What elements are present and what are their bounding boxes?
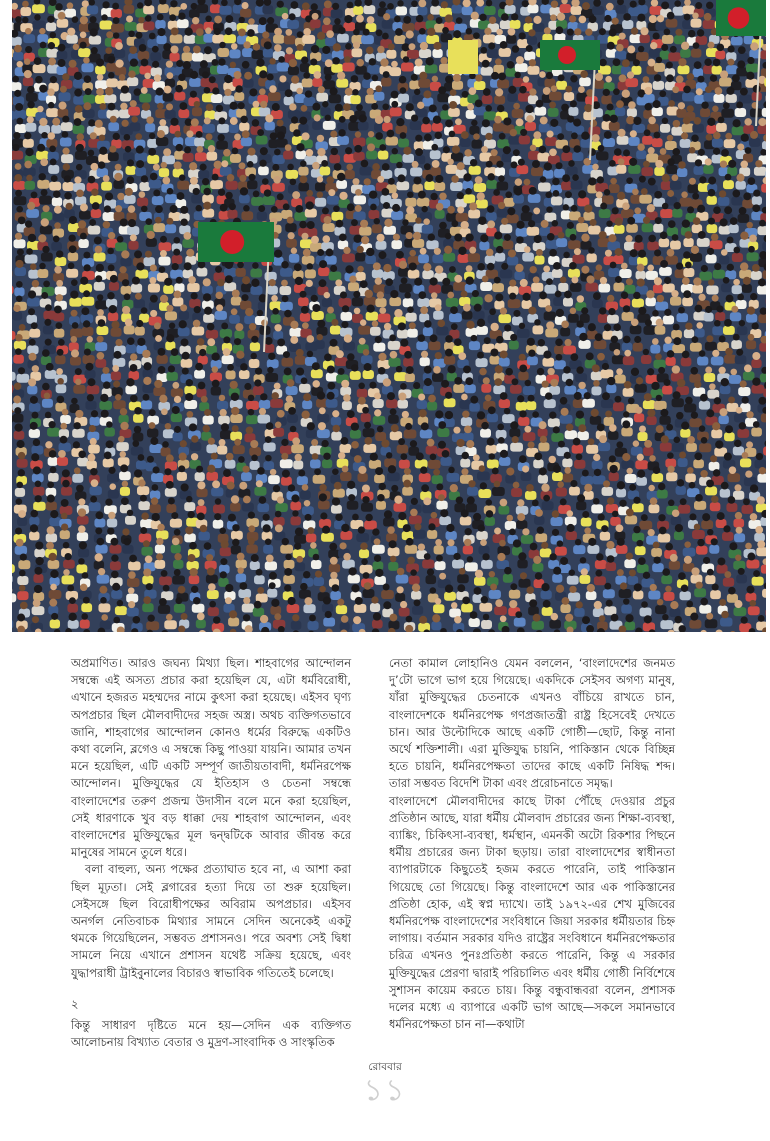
page-number: ১১ (363, 1073, 407, 1108)
right-paragraph-1: নেতা কামাল লোহানিও যেমন বললেন, ‘বাংলাদেশের জনমত দু’টো ভাগে ভাগ হয়ে গিয়েছে। একদিকে সেইসব অগণ্য মানুষ, যাঁরা মুক্তিযুদ্ধের চেতনাকে এখনও বাঁচিয়ে রাখতে চান, বাংলাদেশকে ধর্মনিরপেক্ষ গণপ্রজাতন্ত্রী রাষ্ট্র হিসেবেই দেখতে চান। আর উল্টোদিকে আছে একটি গোষ্ঠী—ছোট, কিন্তু নানা অর্থে শক্তিশালী। এরা মুক্তিযুদ্ধ চায়নি, পাকিস্তান থেকে বিচ্ছিন্ন হতে চায়নি, ধর্মনিরপেক্ষতা তাদের কাছে একটি নিষিদ্ধ শব্দ। তারা সম্ভবত বিদেশি টাকা এবং প্ররোচনাতে সমৃদ্ধ। (389, 656, 675, 791)
section-number: ২ (71, 996, 79, 1011)
crowd-photo (12, 0, 766, 632)
right-column (389, 655, 675, 1033)
left-paragraph-3: কিন্তু সাধারণ দৃষ্টিতে মনে হয়—সেদিন এক ব্যক্তিগত আলোচনায় বিখ্যাত বেতার ও মুদ্রণ-সাংবাদিক ও সাংস্কৃতিক (71, 1018, 351, 1050)
page-folio (0, 1060, 770, 1106)
left-column (71, 655, 351, 1051)
yellow-placard (448, 40, 478, 74)
left-paragraph-2: বলা বাহুল্য, অন্য পক্ষের প্রত্যাঘাত হবে না, এ আশা করা ছিল মূঢ়তা। সেই ব্লগারের হত্যা দিয়ে তা শুরু হয়েছিল। সেইসঙ্গে ছিল বিরোধীপক্ষের অবিরাম অপপ্রচার। এইসব অনর্গল নেতিবাচক মিথ্যার সামনে সেদিন অনেকেই একটু থমকে গিয়েছিলেন, সম্ভবত প্রশাসনও। পরে অবশ্য সেই দ্বিধা সামলে নিয়ে এখানে প্রশাসন যথেষ্ট সক্রিয় হয়েছে, এবং যুদ্ধাপরাধী ট্রাইবুনালের বিচারও স্বাভাবিক গতিতেই চলেছে। (71, 862, 351, 980)
magazine-name: রোববার (368, 1061, 402, 1073)
right-paragraph-2: বাংলাদেশে মৌলবাদীদের কাছে টাকা পৌঁছে দেওয়ার প্রচুর প্রতিষ্ঠান আছে, যারা ধর্মীয় মৌলবাদ প্রচারের জন্য শিক্ষা-ব্যবস্থা, ব্যাঙ্কিং, চিকিৎসা-ব্যবস্থা, ধর্মস্থান, এমনকী অটো রিকশার পিছনে ধর্মীয় প্রচারের জন্য টাকা ছড়ায়। তারা বাংলাদেশের স্বাধীনতা ব্যাপারটাকে কিছুতেই হজম করতে পারেনি, তাই পাকিস্তান গিয়েছে তো গিয়েছে। কিন্তু বাংলাদেশে আর এক পাকিস্তানের প্রতিষ্ঠা হোক, এই স্বপ্ন দ্যাখে। তাই ১৯৭২-এর শেখ মুজিবের ধর্মনিরপেক্ষ বাংলাদেশের সংবিধানে জিয়া সরকার ধর্মীয়তার চিহ্ন লাগায়। বর্তমান সরকার যদিও রাষ্ট্রের সংবিধানে ধর্মনিরপেক্ষতার চরিত্র এখনও পুনঃপ্রতিষ্ঠা করতে পারেনি, কিন্তু এ সরকার মুক্তিযুদ্ধের প্রেরণা দ্বারাই পরিচালিত এবং ধর্মীয় গোষ্ঠী নির্বিশেষে সুশাসন কায়েম করতে চায়। কিন্তু বন্ধুবান্ধবরা বলেন, প্রশাসক দলের মধ্যে এ ব্যাপারে একটি ভাগ আছে—সকলে সমানভাবে ধর্মনিরপেক্ষতা চান না—কথাটা (389, 793, 675, 1032)
crowd-image (12, 0, 766, 632)
left-paragraph-1: অপ্রমাণিত। আরও জঘন্য মিথ্যা ছিল। শাহবাগের আন্দোলন সম্বন্ধে এই অসত্য প্রচার করা হয়েছিল যে, এটা ধর্মবিরোধী, এখানে হজরত মহম্মদের নামে কুৎসা করা হয়েছে। এইসব ঘৃণ্য অপপ্রচার ছিল মৌলবাদীদের সহজ অস্ত্র। অথচ ব্যক্তিগতভাবে জানি, শাহবাগের আন্দোলন কোনও ধর্মের বিরুদ্ধে একটিও কথা বলেনি, ব্লগেও এ সম্বন্ধে কিছু পাওয়া যায়নি। আমার তখন মনে হয়েছিল, এটি একটি সম্পূর্ণ জাতীয়তাবাদী, ধর্মনিরপেক্ষ আন্দোলন। মুক্তিযুদ্ধের যে ইতিহাস ও চেতনা সম্বন্ধে বাংলাদেশের তরুণ প্রজন্ম উদাসীন বলে মনে করা হয়েছিল, সেই ধারণাকে খুব বড় ধাক্কা দেয় শাহবাগ আন্দোলন, এবং বাংলাদেশের মুক্তিযুদ্ধের মূল দ্বন্দ্বটিকে আবার জীবন্ত করে মানুষের সামনে তুলে ধরে। (71, 656, 351, 860)
